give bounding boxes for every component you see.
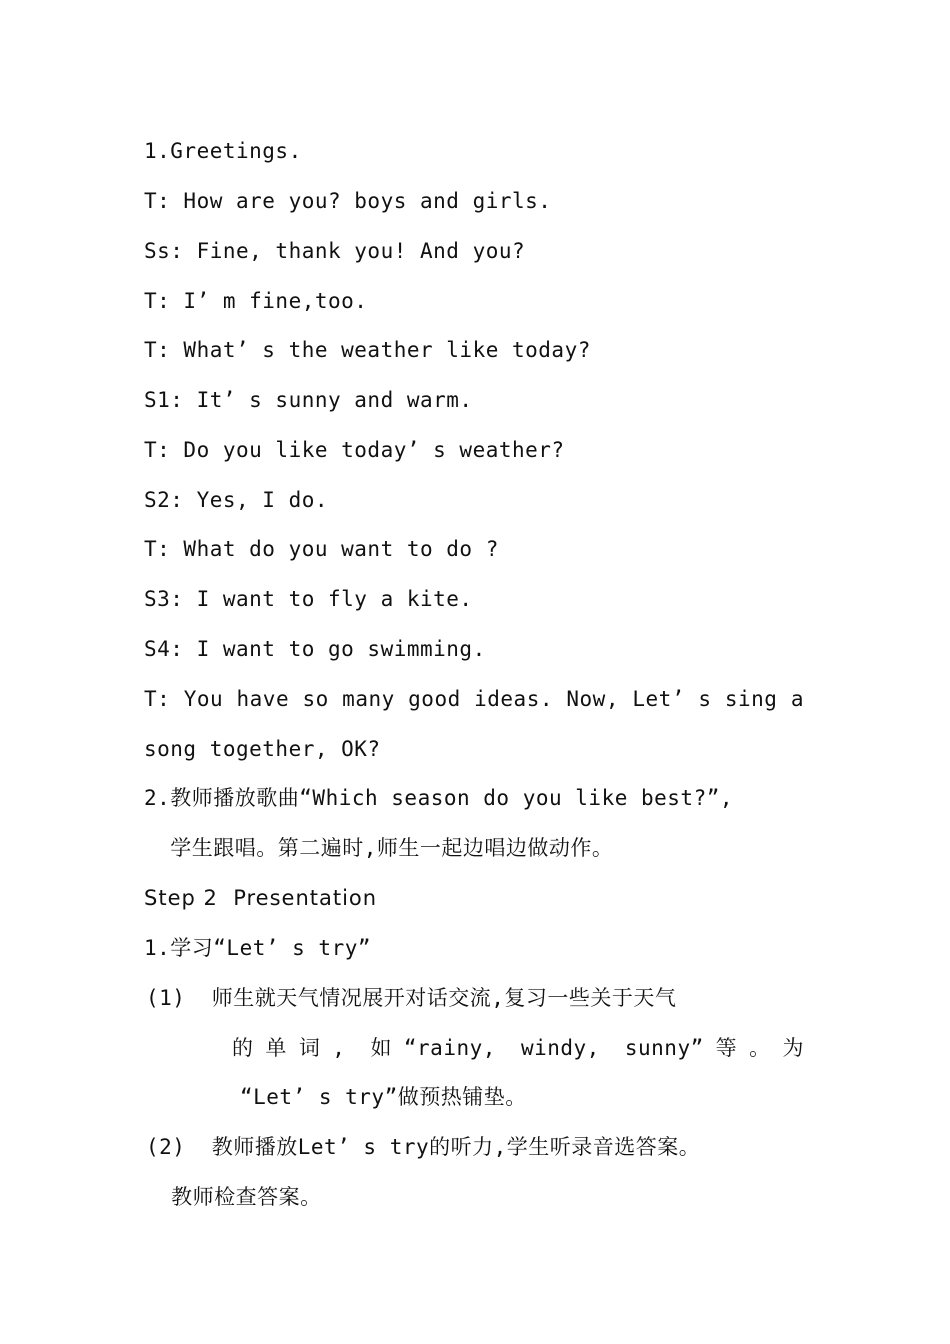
dialogue-line: S1: It’ s sunny and warm.: [144, 388, 473, 412]
dialogue-line: song together, OK?: [144, 737, 381, 761]
dialogue-line: T: Do you like today’ s weather?: [144, 438, 565, 462]
dialogue-line: S3: I want to fly a kite.: [144, 587, 473, 611]
dialogue-line: S2: Yes, I do.: [144, 488, 329, 512]
step-heading: Step 2 Presentation: [144, 886, 378, 910]
greetings-heading: 1.Greetings.: [144, 139, 302, 163]
section-heading: 1.学习“Let’ s try”: [144, 936, 372, 960]
dialogue-line: T: You have so many good ideas. Now, Let’ s sing a: [144, 687, 804, 711]
dialogue-line: S4: I want to go swimming.: [144, 637, 486, 661]
dialogue-line: T: What do you want to do ?: [144, 537, 499, 561]
dialogue-line: T: What’ s the weather like today?: [144, 338, 591, 362]
song-instruction: 2.教师播放歌曲“Which season do you like best?”,: [144, 786, 734, 810]
list-item-cont: “Let’ s try”做预热铺垫。: [240, 1085, 527, 1109]
dialogue-line: Ss: Fine, thank you! And you?: [144, 239, 526, 263]
song-instruction-cont: 学生跟唱。第二遍时,师生一起边唱边做动作。: [144, 836, 614, 860]
dialogue-line: T: I’ m fine,too.: [144, 289, 368, 313]
list-item: (1) 师生就天气情况展开对话交流,复习一些关于天气: [146, 986, 677, 1010]
list-item-cont: 教师检查答案。: [158, 1185, 322, 1209]
list-item: (2) 教师播放Let’ s try的听力,学生听录音选答案。: [146, 1135, 701, 1159]
dialogue-line: T: How are you? boys and girls.: [144, 189, 552, 213]
list-item-cont: 的单词, 如“rainy, windy, sunny”等。为: [232, 1036, 804, 1060]
